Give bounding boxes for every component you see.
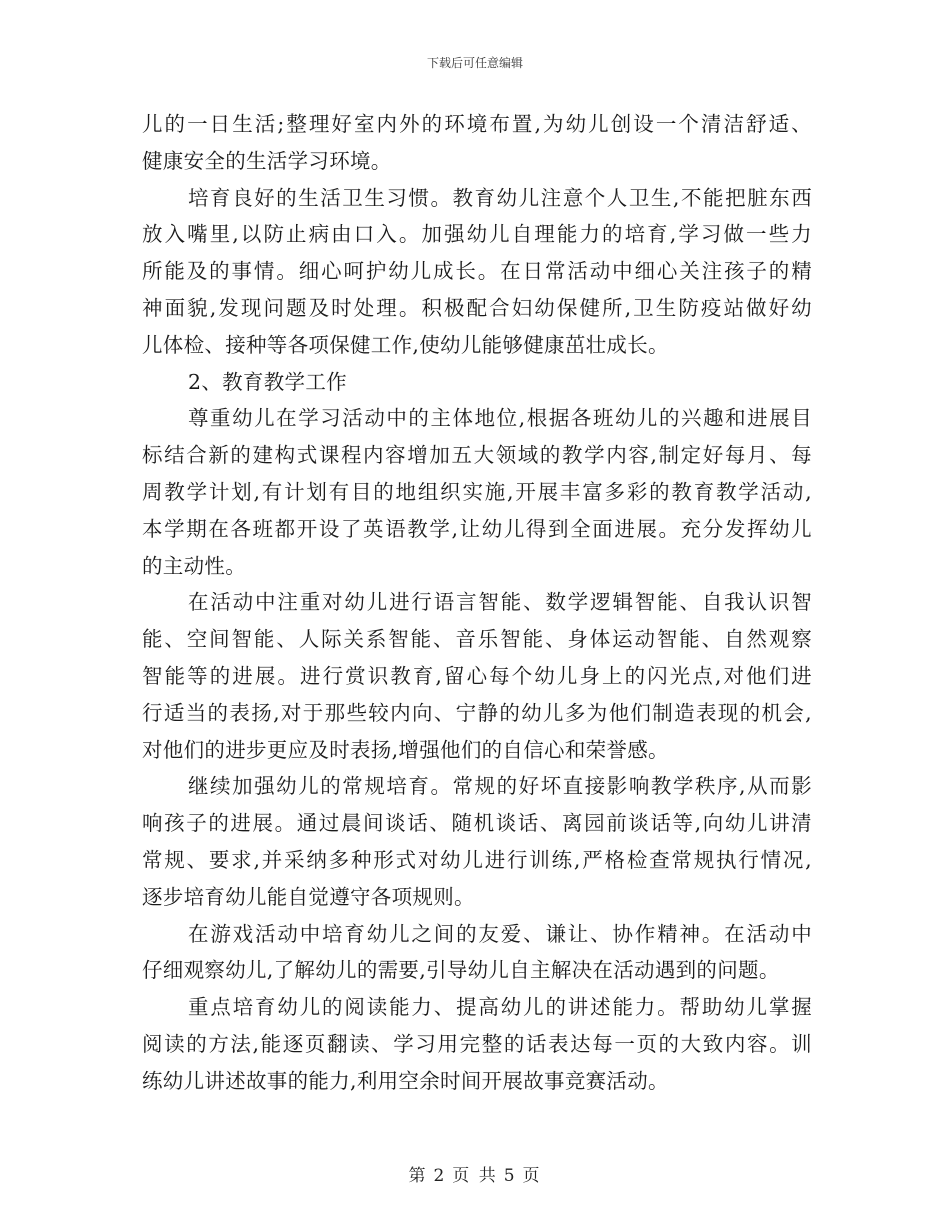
- paragraph: [142, 989, 812, 1099]
- paragraph: [142, 180, 812, 364]
- paragraph-line: 仔细观察幼儿,了解幼儿的需要,引导幼儿自主解决在活动遇到的问题。: [142, 958, 780, 983]
- paragraph: [142, 364, 812, 401]
- paragraph-line: 儿的一日生活;整理好室内外的环境布置,为幼儿创设一个清洁舒适、: [142, 112, 812, 136]
- paragraph-line: 在活动中注重对幼儿进行语言智能、数学逻辑智能、自我认识智: [188, 590, 812, 615]
- paragraph-line: 放入嘴里,以防止病由口入。加强幼儿自理能力的培育,学习做一些力: [142, 222, 812, 247]
- paragraph: [142, 916, 812, 990]
- document-body: [142, 106, 812, 1100]
- footer-current-page: 2: [433, 1166, 447, 1186]
- footer-middle: 页 共: [452, 1166, 498, 1186]
- footer-suffix: 页: [522, 1166, 542, 1186]
- paragraph-line: 响孩子的进展。通过晨间谈话、随机谈话、离园前谈话等,向幼儿讲清: [142, 811, 812, 836]
- paragraph-line: 儿体检、接种等各项保健工作,使幼儿能够健康茁壮成长。: [142, 332, 669, 357]
- paragraph-line: 行适当的表扬,对于那些较内向、宁静的幼儿多为他们制造表现的机会,: [142, 700, 812, 725]
- paragraph-line: 阅读的方法,能逐页翻读、学习用完整的话表达每一页的大致内容。训: [142, 1031, 812, 1056]
- footer-prefix: 第: [408, 1166, 428, 1186]
- paragraph: [142, 400, 812, 584]
- paragraph: [142, 584, 812, 768]
- paragraph-line: 2、教育教学工作: [188, 369, 347, 394]
- paragraph-line: 智能等的进展。进行赏识教育,留心每个幼儿身上的闪光点,对他们进: [142, 663, 812, 688]
- paragraph-line: 常规、要求,并采纳多种形式对幼儿进行训练,严格检查常规执行情况,: [142, 847, 812, 872]
- paragraph-line: 的主动性。: [142, 553, 246, 578]
- page-footer: [0, 1161, 950, 1186]
- page-header: 下载后可任意编辑: [426, 56, 523, 70]
- paragraph-line: 尊重幼儿在学习活动中的主体地位,根据各班幼儿的兴趣和进展目: [188, 406, 812, 431]
- footer-total-pages: 5: [503, 1166, 517, 1186]
- paragraph-line: 标结合新的建构式课程内容增加五大领域的教学内容,制定好每月、每: [142, 443, 812, 468]
- paragraph-line: 神面貌,发现问题及时处理。积极配合妇幼保健所,卫生防疫站做好幼: [142, 295, 812, 320]
- paragraph: [142, 106, 812, 180]
- paragraph-line: 对他们的进步更应及时表扬,增强他们的自信心和荣誉感。: [142, 737, 669, 762]
- paragraph-line: 能、空间智能、人际关系智能、音乐智能、身体运动智能、自然观察: [142, 627, 812, 652]
- paragraph-line: 继续加强幼儿的常规培育。常规的好坏直接影响教学秩序,从而影: [188, 774, 812, 799]
- paragraph-line: 练幼儿讲述故事的能力,利用空余时间开展故事竞赛活动。: [142, 1068, 669, 1093]
- paragraph-line: 逐步培育幼儿能自觉遵守各项规则。: [142, 884, 475, 909]
- paragraph-line: 在游戏活动中培育幼儿之间的友爱、谦让、协作精神。在活动中: [188, 921, 812, 946]
- paragraph-line: 所能及的事情。细心呵护幼儿成长。在日常活动中细心关注孩子的精: [142, 259, 812, 284]
- paragraph-line: 重点培育幼儿的阅读能力、提高幼儿的讲述能力。帮助幼儿掌握: [188, 995, 812, 1020]
- paragraph-line: 培育良好的生活卫生习惯。教育幼儿注意个人卫生,不能把脏东西: [188, 185, 812, 210]
- paragraph-line: 周教学计划,有计划有目的地组织实施,开展丰富多彩的教育教学活动,: [142, 479, 812, 504]
- paragraph-line: 健康安全的生活学习环境。: [142, 148, 392, 173]
- paragraph: [142, 768, 812, 915]
- paragraph-line: 本学期在各班都开设了英语教学,让幼儿得到全面进展。充分发挥幼儿: [142, 516, 812, 541]
